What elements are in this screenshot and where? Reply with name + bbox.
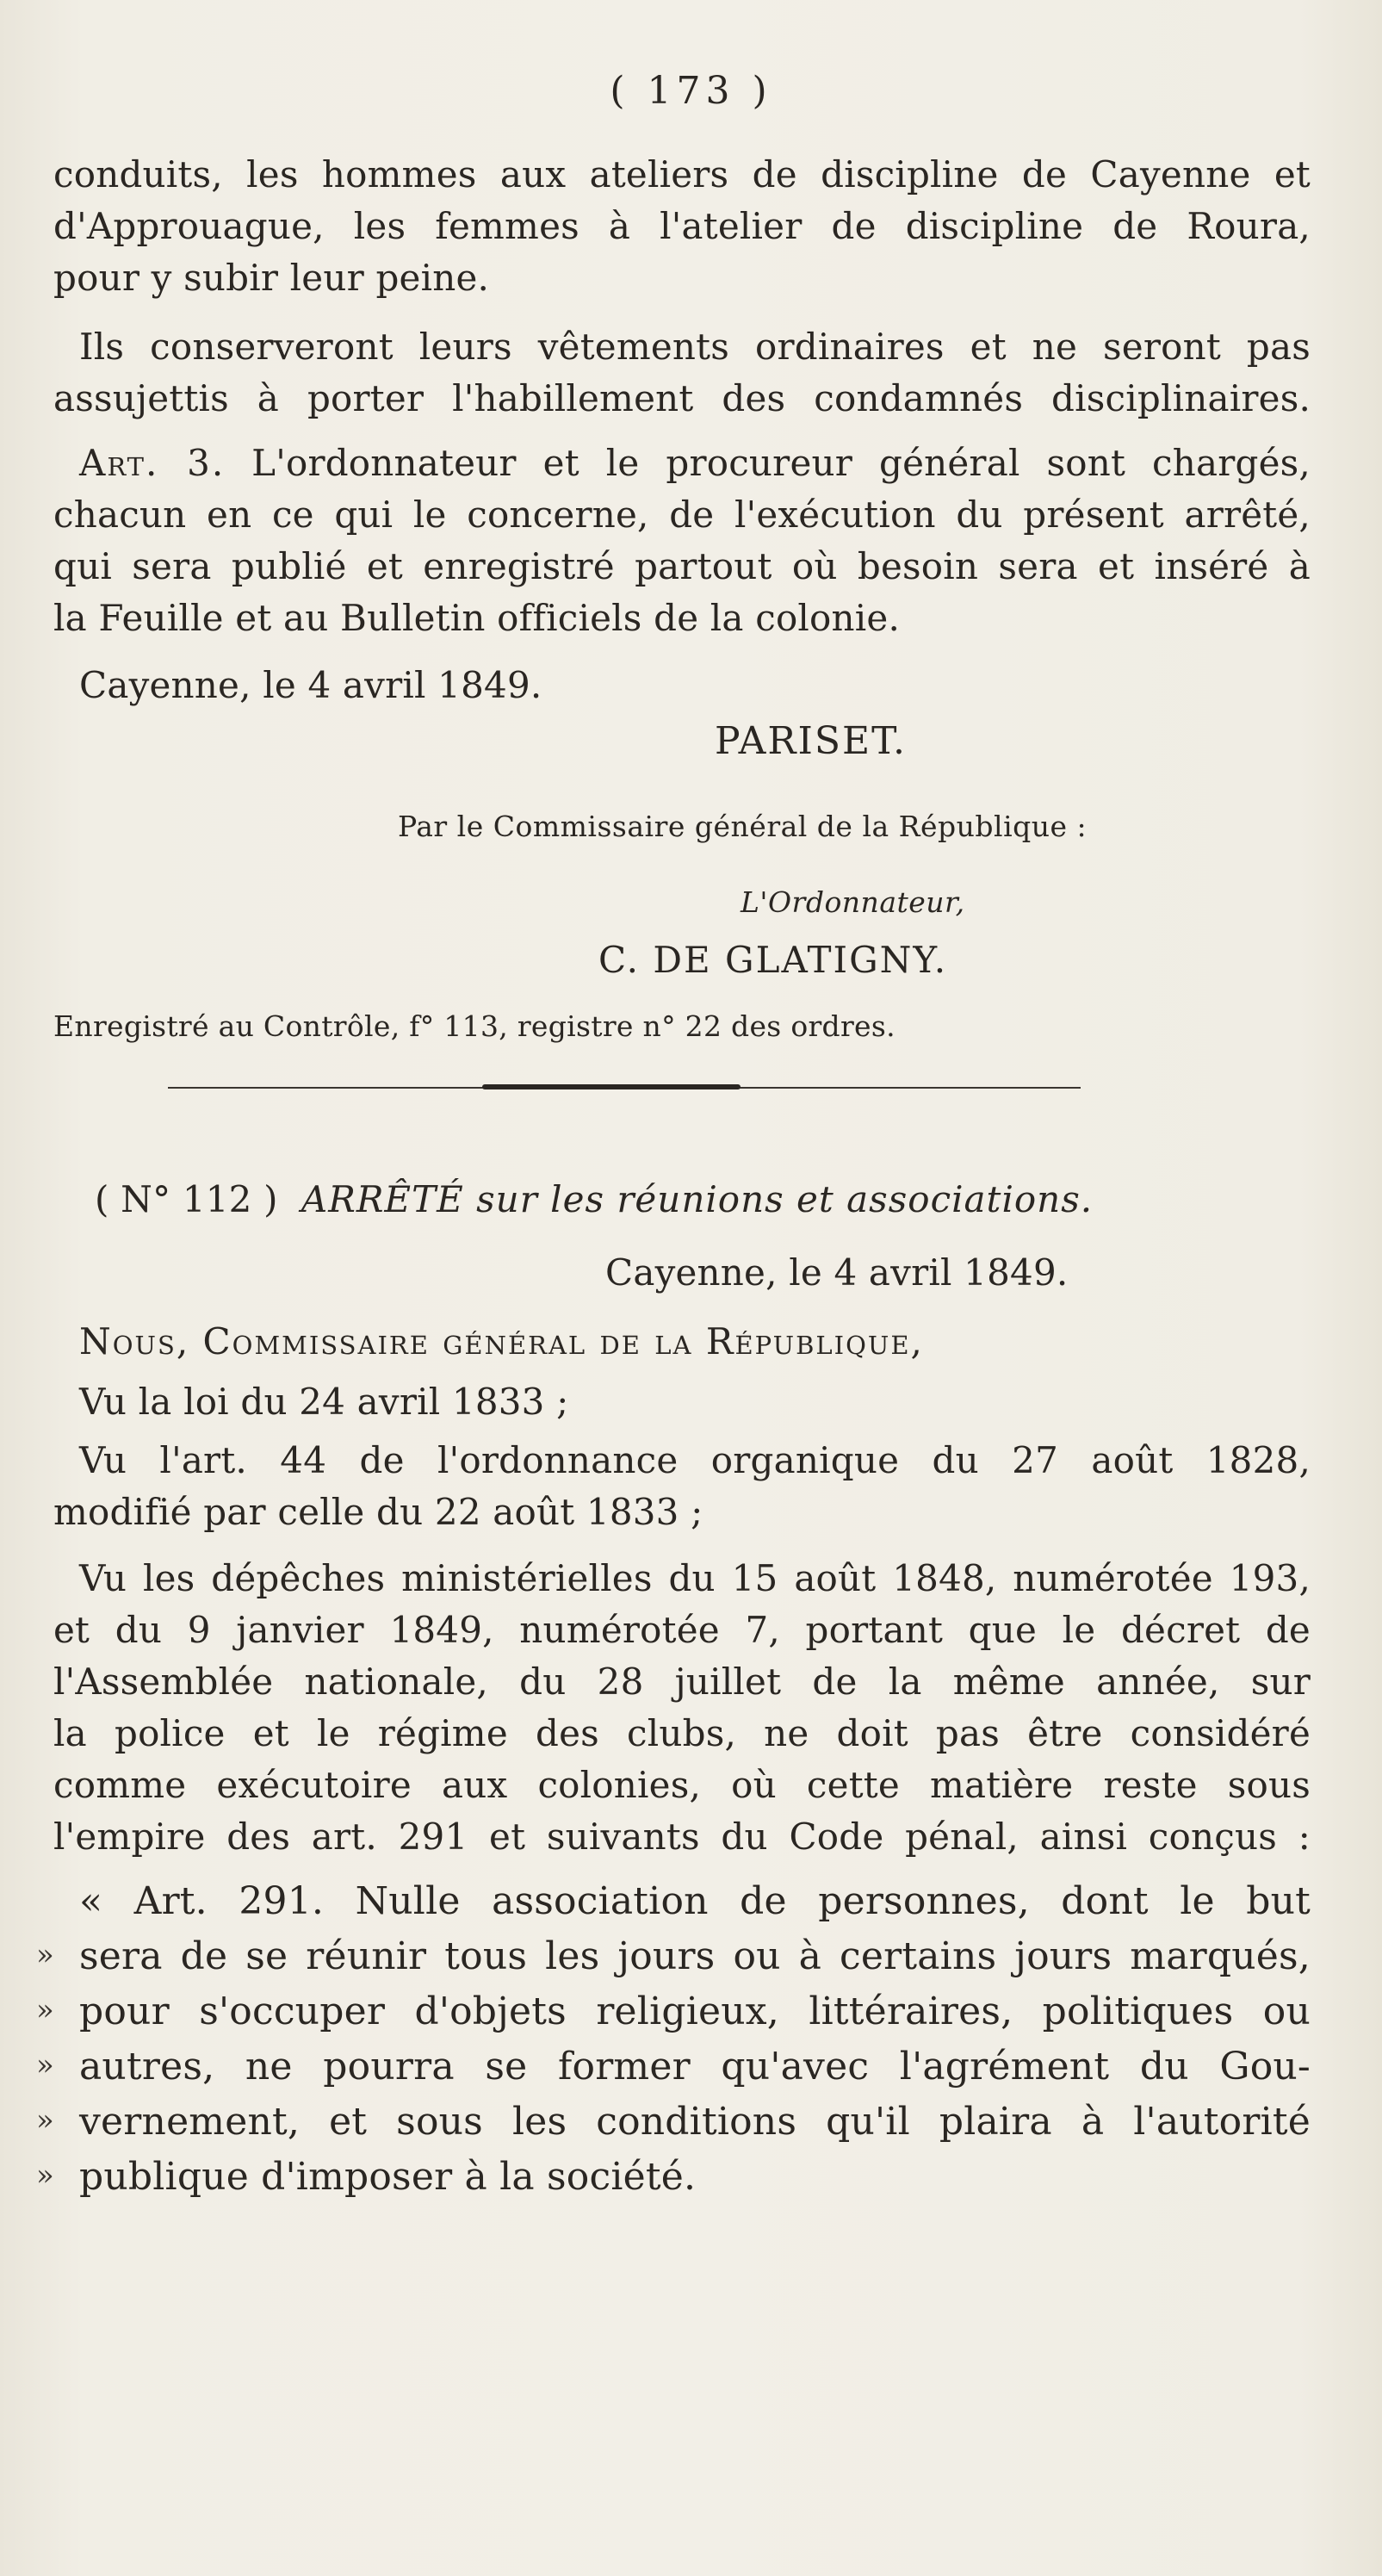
par-le-commissaire: Par le Commissaire général de la République :	[398, 810, 1088, 843]
text-line: l'empire des art. 291 et suivants du Code pénal, ainsi conçus :	[53, 1816, 1311, 1858]
quote-mark: »	[36, 2103, 54, 2138]
quote-mark: »	[36, 2048, 54, 2083]
text-line: Ils conserveront leurs vêtements ordinaires et ne seront pas	[79, 326, 1311, 368]
text-line: comme exécutoire aux colonies, où cette matière reste sous	[53, 1764, 1311, 1806]
text-line: conduits, les hommes aux ateliers de discipline de Cayenne et	[53, 153, 1311, 196]
quote-line: vernement, et sous les conditions qu'il plaira à l'autorité	[79, 2100, 1311, 2144]
text-line: la Feuille et au Bulletin officiels de la colonie.	[53, 597, 901, 639]
signature-glatigny: C. DE GLATIGNY.	[598, 939, 948, 981]
quote-mark: »	[36, 2158, 54, 2193]
quote-line: autres, ne pourra se former qu'avec l'agrément du Gou-	[79, 2045, 1311, 2089]
vu-line: Vu les dépêches ministérielles du 15 août 1848, numérotée 193,	[79, 1557, 1311, 1599]
text-line: assujettis à porter l'habillement des condamnés disciplinaires.	[53, 377, 1311, 419]
vu-line: Vu l'art. 44 de l'ordonnance organique du 27 août 1828,	[79, 1439, 1311, 1481]
article-label: Art. 3.	[79, 442, 226, 484]
section-divider-thick	[482, 1084, 741, 1089]
quote-mark: »	[36, 1993, 54, 2027]
arrete-title: ARRÊTÉ sur les réunions et associations.	[301, 1178, 1094, 1220]
text-line: et du 9 janvier 1849, numérotée 7, portant que le décret de	[53, 1609, 1311, 1651]
dateline: Cayenne, le 4 avril 1849.	[79, 664, 542, 706]
registration-note: Enregistré au Contrôle, f° 113, registre n° 22 des ordres.	[53, 1009, 896, 1043]
quote-mark: »	[36, 1938, 54, 1972]
quote-line: publique d'imposer à la société.	[79, 2155, 697, 2199]
text-line: pour y subir leur peine.	[53, 257, 490, 299]
arrete-dateline: Cayenne, le 4 avril 1849.	[605, 1251, 1069, 1294]
arrete-number: ( N° 112 )	[95, 1178, 278, 1220]
quote-line: « Art. 291. Nulle association de personnes, dont le but	[79, 1879, 1311, 1923]
text-line: d'Approuague, les femmes à l'atelier de discipline de Roura,	[53, 205, 1311, 247]
text-line: chacun en ce qui le concerne, de l'exécution du présent arrêté,	[53, 493, 1311, 536]
text-line: qui sera publié et enregistré partout où besoin sera et inséré à	[53, 545, 1311, 587]
quote-line: sera de se réunir tous les jours ou à certains jours marqués,	[79, 1934, 1311, 1978]
article-text: L'ordonnateur et le procureur général sont chargés,	[251, 442, 1311, 484]
text-line: modifié par celle du 22 août 1833 ;	[53, 1491, 703, 1533]
article-3-first-line	[79, 439, 1311, 487]
page-number: ( 173 )	[610, 69, 772, 113]
vu-line: Vu la loi du 24 avril 1833 ;	[79, 1381, 569, 1423]
nous-line: Nous, Commissaire général de la République,	[79, 1320, 924, 1362]
arrete-heading	[95, 1176, 1317, 1224]
signature-pariset: PARISET.	[715, 719, 907, 763]
quote-line: pour s'occuper d'objets religieux, littéraires, politiques ou	[79, 1989, 1311, 2033]
text-line: l'Assemblée nationale, du 28 juillet de la même année, sur	[53, 1660, 1311, 1703]
text-line: la police et le régime des clubs, ne doit pas être considéré	[53, 1712, 1311, 1754]
ordonnateur-title: L'Ordonnateur,	[741, 885, 965, 919]
